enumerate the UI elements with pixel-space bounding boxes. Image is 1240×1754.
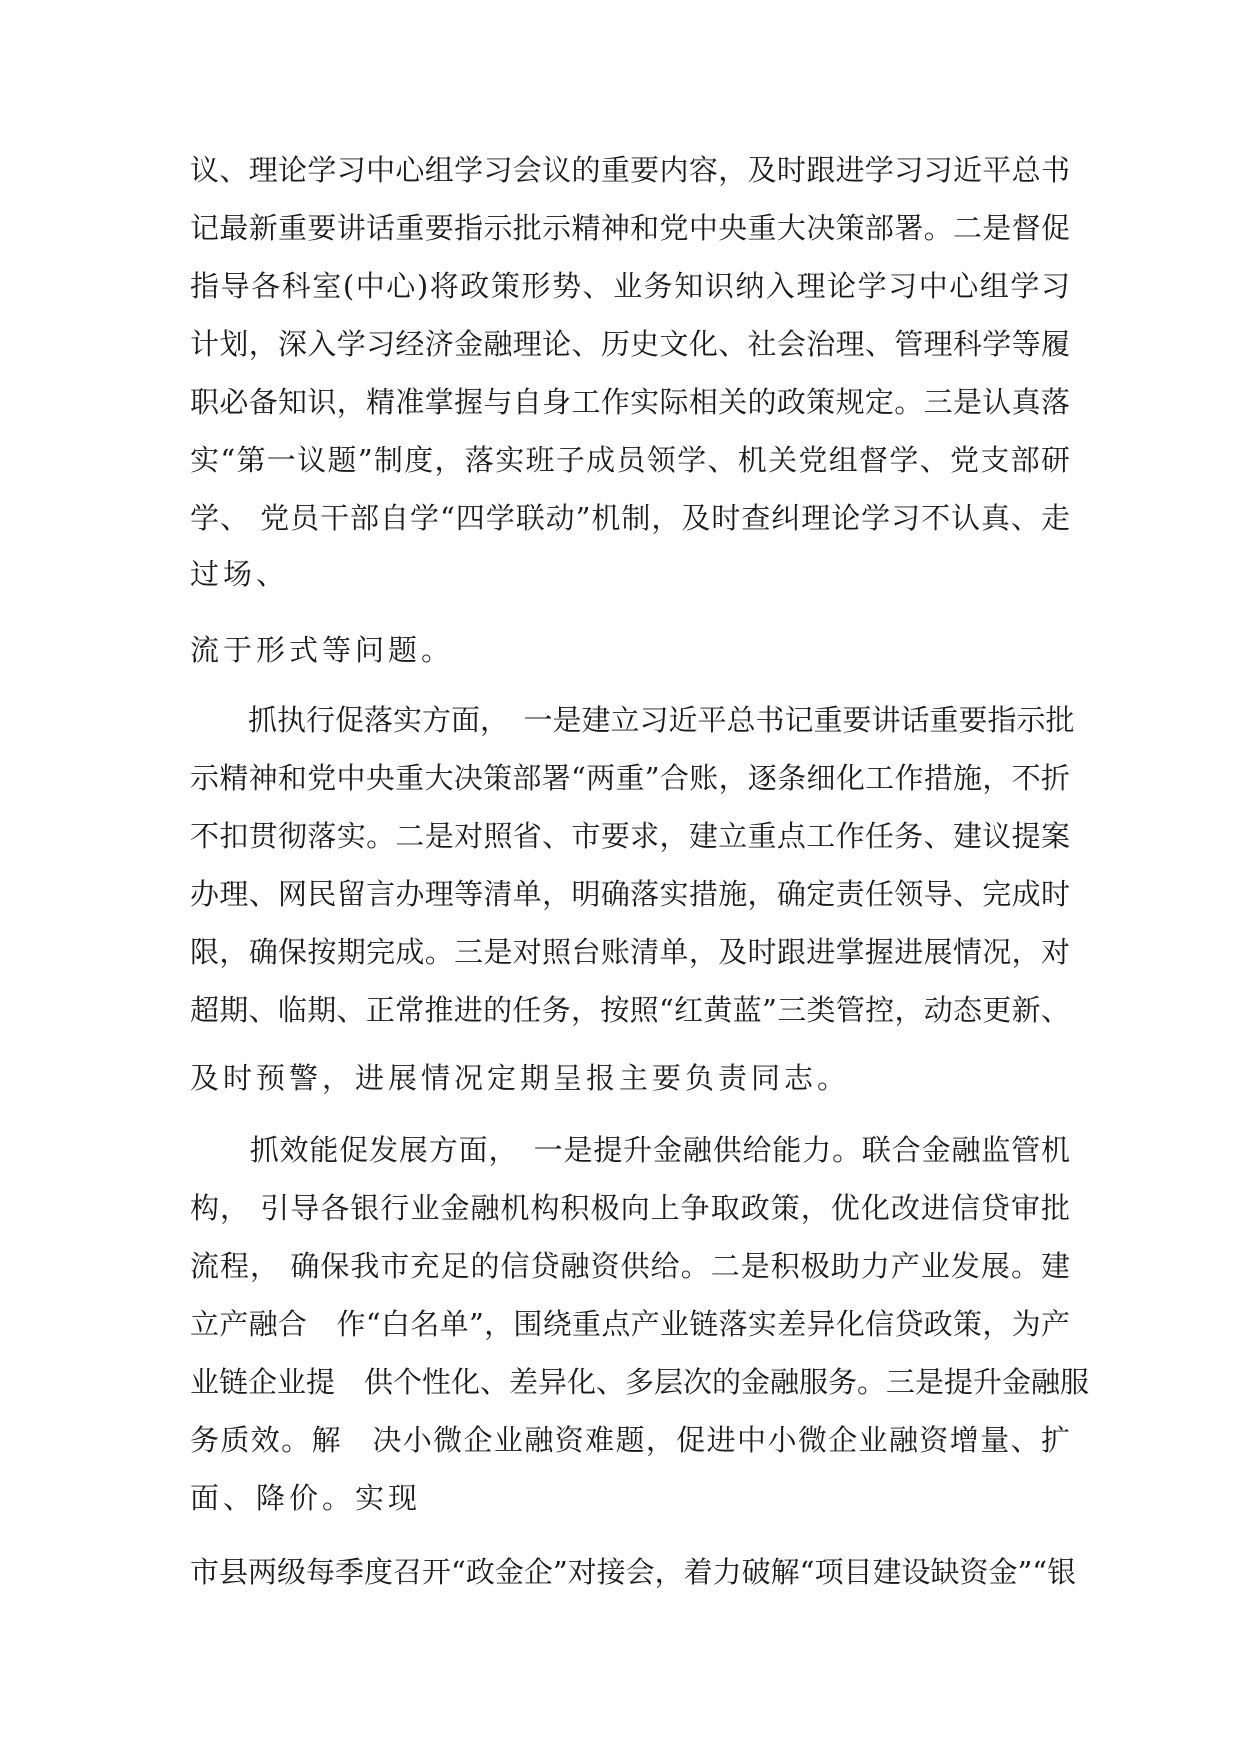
- text-line: 超期、临期、正常推进的任务，按照“红黄蓝”三类管控，动态更新、: [190, 993, 1070, 1027]
- text-line: 过场、: [190, 557, 290, 591]
- text-line: 实“第一议题”制度，落实班子成员领学、机关党组督学、党支部研: [190, 443, 1070, 477]
- text-line: 指导各科室(中心)将政策形势、业务知识纳入理论学习中心组学习: [190, 269, 1070, 303]
- text-line: 限，确保按期完成。三是对照台账清单，及时跟进掌握进展情况，对: [190, 935, 1070, 969]
- text-line: 示精神和党中央重大决策部署“两重”合账，逐条细化工作措施，不折: [190, 761, 1070, 795]
- text-line: 面、降价。实现: [190, 1481, 422, 1515]
- text-line: 办理、网民留言办理等清单，明确落实措施，确定责任领导、完成时: [190, 877, 1070, 911]
- text-line: 不扣贯彻落实。二是对照省、市要求，建立重点工作任务、建议提案: [190, 819, 1070, 853]
- text-line: 流于形式等问题。: [190, 633, 455, 667]
- text-line: 职必备知识，精准掌握与自身工作实际相关的政策规定。三是认真落: [190, 385, 1070, 419]
- text-line: 及时预警，进展情况定期呈报主要负责同志。: [190, 1061, 851, 1095]
- text-line: 议、理论学习中心组学习会议的重要内容，及时跟进学习习近平总书: [190, 153, 1070, 187]
- text-line: 抓执行促落实方面， 一是建立习近平总书记重要讲话重要指示批: [190, 703, 1075, 737]
- text-line: 记最新重要讲话重要指示批示精神和党中央重大决策部署。二是督促: [190, 211, 1070, 245]
- text-line: 计划，深入学习经济金融理论、历史文化、社会治理、管理科学等履: [190, 327, 1070, 361]
- text-line: 业链企业提 供个性化、差异化、多层次的金融服务。三是提升金融服: [190, 1365, 1090, 1399]
- text-line: 学、 党员干部自学“四学联动”机制，及时查纠理论学习不认真、走: [190, 501, 1070, 535]
- text-line: 流程， 确保我市充足的信贷融资供给。二是积极助力产业发展。建: [190, 1249, 1070, 1283]
- text-line: 抓效能促发展方面， 一是提升金融供给能力。联合金融监管机: [190, 1133, 1070, 1167]
- text-line: 立产融合 作“白名单”，围绕重点产业链落实差异化信贷政策，为产: [190, 1307, 1070, 1341]
- text-line: 务质效。解 决小微企业融资难题，促进中小微企业融资增量、扩: [190, 1423, 1070, 1457]
- text-line: 构， 引导各银行业金融机构积极向上争取政策，优化改进信贷审批: [190, 1191, 1070, 1225]
- text-line: 市县两级每季度召开“政金企”对接会，着力破解“项目建设缺资金”“银: [190, 1555, 1077, 1589]
